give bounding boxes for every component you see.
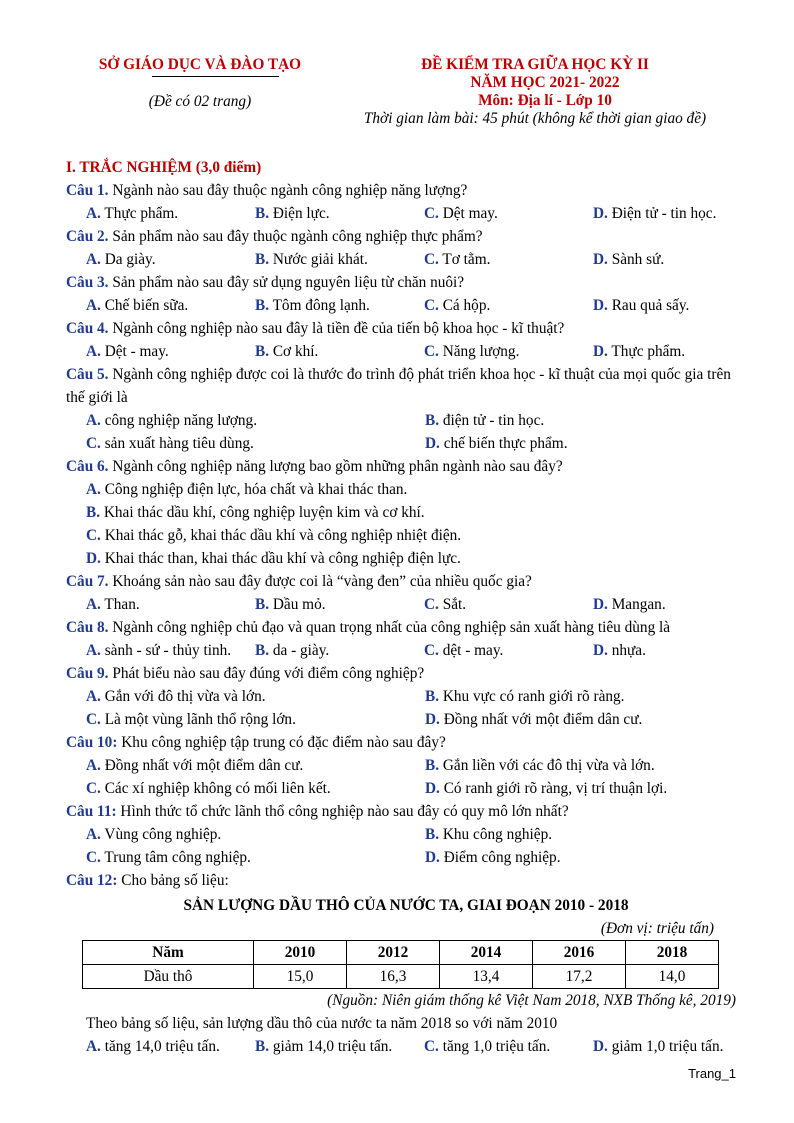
header-right [330, 56, 740, 128]
answer-options [66, 409, 746, 432]
answer-option-a[interactable]: A. Đồng nhất với một điểm dân cư. [86, 757, 304, 774]
answer-options [66, 501, 746, 524]
answer-option-c[interactable]: C. Sắt. [424, 596, 467, 613]
answer-option-b[interactable]: B. Tôm đông lạnh. [255, 297, 370, 314]
answer-options [66, 340, 746, 363]
answer-option-d[interactable]: D. Thực phẩm. [593, 343, 686, 360]
question-number: Câu 1. [66, 182, 109, 199]
question-number: Câu 3. [66, 274, 109, 291]
question-number: Câu 7. [66, 573, 109, 590]
answer-options [66, 202, 746, 225]
answer-options [66, 524, 746, 547]
answer-options [66, 248, 746, 271]
question-5 [66, 363, 746, 409]
answer-option-b[interactable]: B. Khai thác dầu khí, công nghiệp luyện kim và cơ khí. [86, 504, 425, 521]
table-header-cell: 2014 [440, 941, 533, 965]
header-left [60, 56, 340, 111]
answer-option-a[interactable]: A. Gắn với đô thị vừa và lớn. [86, 688, 266, 705]
answer-option-d[interactable]: D. Sành sứ. [593, 251, 665, 268]
answer-options [66, 754, 746, 777]
answer-options [66, 846, 746, 869]
question-6 [66, 455, 746, 478]
answer-option-b[interactable]: B. Điện lực. [255, 205, 330, 222]
answer-options [66, 593, 746, 616]
answer-option-a[interactable]: A. Công nghiệp điện lực, hóa chất và khai thác than. [86, 481, 408, 498]
answer-option-a[interactable]: A. công nghiệp năng lượng. [86, 412, 258, 429]
answer-option-a[interactable]: A. Da giày. [86, 251, 156, 268]
question-4 [66, 317, 746, 340]
answer-option-d[interactable]: D. Rau quả sấy. [593, 297, 690, 314]
question-text: Ngành nào sau đây thuộc ngành công nghiệp năng lượng? [108, 182, 468, 199]
answer-option-a[interactable]: A. Vùng công nghiệp. [86, 826, 222, 843]
table-cell: 16,3 [347, 965, 440, 989]
question-12-prompt: Theo bảng số liệu, sản lượng dầu thô của nước ta năm 2018 so với năm 2010 [86, 1015, 558, 1032]
answer-option-c[interactable]: C. Là một vùng lãnh thổ rộng lớn. [86, 711, 296, 728]
table-header-cell: 2012 [347, 941, 440, 965]
exam-content [66, 156, 746, 1058]
answer-options [66, 639, 746, 662]
table-cell: 17,2 [533, 965, 626, 989]
school-year: NĂM HỌC 2021- 2022 [470, 74, 620, 91]
data-table [82, 940, 719, 989]
question-2 [66, 225, 746, 248]
table-cell: 13,4 [440, 965, 533, 989]
underline [152, 76, 279, 77]
table-header-row [83, 941, 719, 965]
table-header-cell: 2018 [626, 941, 719, 965]
question-text: Khu công nghiệp tập trung có đặc điểm nào sau đây? [117, 734, 446, 751]
answer-option-b[interactable]: B. Khu vực có ranh giới rõ ràng. [425, 688, 625, 705]
answer-option-a[interactable]: A. tăng 14,0 triệu tấn. [86, 1038, 220, 1055]
question-text: Ngành công nghiệp chủ đạo và quan trọng nhất của công nghiệp sản xuất hàng tiêu dùng là [108, 619, 671, 636]
question-number: Câu 12: [66, 872, 118, 889]
answer-options [66, 432, 746, 455]
answer-option-d[interactable]: D. Đồng nhất với một điểm dân cư. [425, 711, 643, 728]
question-11 [66, 800, 746, 823]
answer-options [66, 547, 746, 570]
question-number: Câu 2. [66, 228, 109, 245]
question-10 [66, 731, 746, 754]
table-cell: 14,0 [626, 965, 719, 989]
answer-option-b[interactable]: B. Cơ khí. [255, 343, 319, 360]
question-text: Cho bảng số liệu: [117, 872, 229, 889]
question-text: Khoáng sản nào sau đây được coi là “vàng đen” của nhiều quốc gia? [108, 573, 532, 590]
subject: Môn: Địa lí - Lớp 10 [478, 92, 612, 109]
answer-option-a[interactable]: A. Chế biến sữa. [86, 297, 189, 314]
answer-option-c[interactable]: C. tăng 1,0 triệu tấn. [424, 1038, 551, 1055]
question-3 [66, 271, 746, 294]
question-text: Sản phẩm nào sau đây thuộc ngành công nghiệp thực phẩm? [108, 228, 483, 245]
question-9 [66, 662, 746, 685]
answer-option-c[interactable]: C. Cá hộp. [424, 297, 491, 314]
answer-options [66, 1035, 746, 1058]
answer-option-c[interactable]: C. Các xí nghiệp không có mối liên kết. [86, 780, 331, 797]
question-1 [66, 179, 746, 202]
answer-options [66, 777, 746, 800]
question-number: Câu 9. [66, 665, 109, 682]
table-header-cell: 2010 [254, 941, 347, 965]
answer-option-d[interactable]: D. nhựa. [593, 642, 646, 659]
table-header-cell: 2016 [533, 941, 626, 965]
question-7 [66, 570, 746, 593]
answer-option-c[interactable]: C. dệt - may. [424, 642, 504, 659]
answer-option-d[interactable]: D. Điểm công nghiệp. [425, 849, 561, 866]
question-number: Câu 11: [66, 803, 117, 820]
answer-option-a[interactable]: A. sành - sứ - thủy tinh. [86, 642, 232, 659]
pages-note: (Đề có 02 trang) [148, 93, 252, 110]
table-cell: Dầu thô [83, 965, 254, 989]
answer-option-b[interactable]: B. Gắn liền với các đô thị vừa và lớn. [425, 757, 655, 774]
answer-options [66, 294, 746, 317]
answer-option-b[interactable]: B. Dầu mỏ. [255, 596, 326, 613]
answer-option-c[interactable]: C. Dệt may. [424, 205, 498, 222]
answer-option-b[interactable]: B. Khu công nghiệp. [425, 826, 553, 843]
answer-option-d[interactable]: D. Mangan. [593, 596, 666, 613]
question-list [66, 179, 746, 869]
answer-option-c[interactable]: C. Trung tâm công nghiệp. [86, 849, 251, 866]
table-header-cell: Năm [83, 941, 254, 965]
section-title: I. TRẮC NGHIỆM (3,0 điểm) [66, 159, 262, 176]
question-text: Hình thức tổ chức lãnh thổ công nghiệp nào sau đây có quy mô lớn nhất? [116, 803, 569, 820]
question-number: Câu 10: [66, 734, 118, 751]
question-text: Ngành công nghiệp nào sau đây là tiền đề của tiến bộ khoa học - kĩ thuật? [108, 320, 565, 337]
answer-options [66, 685, 746, 708]
question-number: Câu 4. [66, 320, 109, 337]
table-source: (Nguồn: Niên giám thống kê Việt Nam 2018, NXB Thống kê, 2019) [327, 992, 736, 1009]
department-name: SỞ GIÁO DỤC VÀ ĐÀO TẠO [98, 56, 302, 73]
question-number: Câu 5. [66, 366, 109, 383]
answer-option-a[interactable]: A. Than. [86, 596, 140, 613]
time-limit: Thời gian làm bài: 45 phút (không kể thời gian giao đề) [363, 110, 707, 127]
question-text: Phát biểu nào sau đây đúng với điểm công nghiệp? [108, 665, 425, 682]
answer-option-b[interactable]: B. giảm 14,0 triệu tấn. [255, 1038, 393, 1055]
answer-option-b[interactable]: B. điện tử - tin học. [425, 412, 545, 429]
answer-option-c[interactable]: C. Tơ tằm. [424, 251, 491, 268]
table-title: SẢN LƯỢNG DẦU THÔ CỦA NƯỚC TA, GIAI ĐOẠN 2010 - 2018 [183, 897, 629, 914]
answer-option-b[interactable]: B. Nước giải khát. [255, 251, 368, 268]
answer-option-d[interactable]: D. Điện tử - tin học. [593, 205, 717, 222]
answer-options [66, 478, 746, 501]
question-8 [66, 616, 746, 639]
question-text: Ngành công nghiệp được coi là thước đo trình độ phát triển khoa học - kĩ thuật của mọi quốc gia trên thế giới là [66, 366, 731, 406]
answer-option-c[interactable]: C. Khai thác gỗ, khai thác dầu khí và công nghiệp nhiệt điện. [86, 527, 462, 544]
question-12 [66, 869, 746, 892]
question-text: Ngành công nghiệp năng lượng bao gồm những phân ngành nào sau đây? [108, 458, 563, 475]
answer-options [66, 823, 746, 846]
answer-option-d[interactable]: D. giảm 1,0 triệu tấn. [593, 1038, 724, 1055]
answer-options [66, 708, 746, 731]
table-row [83, 965, 719, 989]
answer-option-d[interactable]: D. Khai thác than, khai thác dầu khí và công nghiệp điện lực. [86, 550, 461, 567]
question-number: Câu 6. [66, 458, 109, 475]
question-number: Câu 8. [66, 619, 109, 636]
answer-option-d[interactable]: D. chế biến thực phẩm. [425, 435, 568, 452]
page-number: Trang_1 [688, 1066, 736, 1081]
answer-option-a[interactable]: A. Dệt - may. [86, 343, 169, 360]
table-cell: 15,0 [254, 965, 347, 989]
exam-title: ĐỀ KIỂM TRA GIỮA HỌC KỲ II [421, 56, 649, 73]
answer-option-d[interactable]: D. Có ranh giới rõ ràng, vị trí thuận lợi. [425, 780, 668, 797]
answer-option-b[interactable]: B. da - giày. [255, 642, 330, 659]
question-text: Sản phẩm nào sau đây sử dụng nguyên liệu từ chăn nuôi? [108, 274, 465, 291]
answer-option-c[interactable]: C. sản xuất hàng tiêu dùng. [86, 435, 254, 452]
answer-option-a[interactable]: A. Thực phẩm. [86, 205, 179, 222]
answer-option-c[interactable]: C. Năng lượng. [424, 343, 520, 360]
table-unit: (Đơn vị: triệu tấn) [600, 920, 714, 937]
